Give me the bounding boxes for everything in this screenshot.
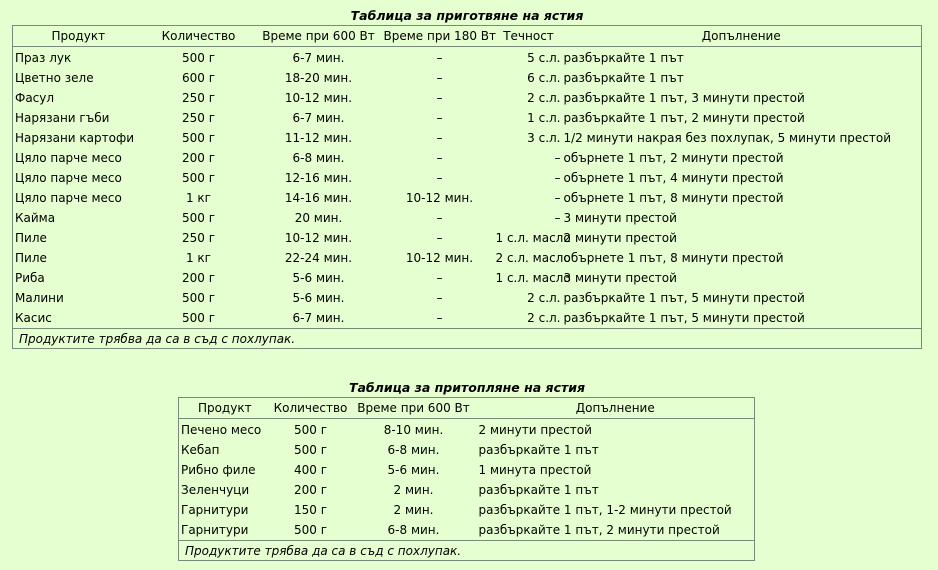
- table-row: [179, 460, 755, 480]
- cell-quantity: 200 г: [181, 271, 216, 285]
- cell-quantity: 400 г: [293, 463, 328, 477]
- cell-liquid: –: [554, 211, 561, 225]
- cell-time-180w: –: [436, 291, 443, 305]
- cell-notes: разбъркайте 1 път: [478, 483, 599, 497]
- cell-time-180w: –: [436, 171, 443, 185]
- cell-product: Зеленчуци: [181, 483, 250, 497]
- cell-quantity: 250 г: [181, 91, 216, 105]
- cell-notes: 3 минути престой: [563, 211, 677, 225]
- cell-product: Цяло парче месо: [15, 151, 122, 165]
- cell-notes: 2 минути престой: [563, 231, 677, 245]
- table-row: [179, 440, 755, 460]
- cell-product: Гарнитури: [181, 503, 249, 517]
- cell-notes: 2 минути престой: [478, 423, 592, 437]
- cell-time-600w: 14-16 мин.: [284, 191, 353, 205]
- column-header-notes: Допълнение: [562, 26, 922, 47]
- cell-product: Цяло парче месо: [15, 191, 122, 205]
- cell-time-180w: –: [436, 231, 443, 245]
- cell-time-180w: –: [436, 131, 443, 145]
- cell-time-600w: 5-6 мин.: [292, 271, 345, 285]
- cell-liquid: 3 с.л.: [527, 131, 561, 145]
- cooking-table-note: Продуктите трябва да са в съд с похлупак.: [13, 329, 922, 349]
- cell-quantity: 500 г: [181, 211, 216, 225]
- cell-time-180w: 10-12 мин.: [405, 251, 474, 265]
- cell-notes: разбъркайте 1 път, 2 минути престой: [563, 111, 805, 125]
- column-header-notes: Допълнение: [477, 398, 755, 419]
- thawing-table-note: Продуктите трябва да са в съд с похлупак.: [179, 541, 755, 561]
- cell-quantity: 500 г: [293, 423, 328, 437]
- cell-time-600w: 22-24 мин.: [284, 251, 353, 265]
- thawing-table-header-row: [179, 398, 755, 419]
- cell-quantity: 500 г: [181, 311, 216, 325]
- cell-quantity: 600 г: [181, 71, 216, 85]
- cell-notes: 3 минути престой: [563, 271, 677, 285]
- cell-product: Кайма: [15, 211, 56, 225]
- cell-time-600w: 6-8 мин.: [387, 523, 440, 537]
- thawing-table-title: Таблица за притопляне на ястия: [348, 380, 586, 395]
- cell-notes: разбъркайте 1 път, 2 минути престой: [478, 523, 720, 537]
- table-row: [13, 128, 922, 148]
- cooking-table: [12, 25, 922, 349]
- cell-product: Кебап: [181, 443, 220, 457]
- cell-liquid: 5 с.л.: [527, 51, 561, 65]
- cell-notes: разбъркайте 1 път: [478, 443, 599, 457]
- cell-notes: разбъркайте 1 път, 3 минути престой: [563, 91, 805, 105]
- cell-product: Пиле: [15, 251, 47, 265]
- cell-time-600w: 6-8 мин.: [292, 151, 345, 165]
- cell-liquid: 2 с.л.: [527, 291, 561, 305]
- cell-quantity: 200 г: [181, 151, 216, 165]
- cell-quantity: 150 г: [293, 503, 328, 517]
- cell-time-600w: 18-20 мин.: [284, 71, 353, 85]
- cell-notes: разбъркайте 1 път, 5 минути престой: [563, 311, 805, 325]
- cell-quantity: 1 кг: [185, 251, 211, 265]
- cell-product: Печено месо: [181, 423, 262, 437]
- thawing-table: [178, 397, 755, 561]
- cell-time-180w: –: [436, 271, 443, 285]
- column-header-liquid: Течност: [496, 26, 562, 47]
- table-row: [13, 168, 922, 188]
- cell-time-600w: 6-7 мин.: [292, 51, 345, 65]
- table-row: [13, 228, 922, 248]
- cell-quantity: 500 г: [293, 523, 328, 537]
- cell-product: Риба: [15, 271, 45, 285]
- cell-product: Цяло парче месо: [15, 171, 122, 185]
- cell-product: Нарязани картофи: [15, 131, 135, 145]
- cooking-table-title: Таблица за приготвяне на ястия: [350, 8, 584, 23]
- cell-time-600w: 2 мин.: [393, 503, 434, 517]
- table-row: [13, 288, 922, 308]
- cell-time-600w: 5-6 мин.: [292, 291, 345, 305]
- cell-time-180w: –: [436, 71, 443, 85]
- table-row: [13, 268, 922, 288]
- cell-liquid: 2 с.л.: [527, 91, 561, 105]
- cell-notes: разбъркайте 1 път, 5 минути престой: [563, 291, 805, 305]
- cell-quantity: 1 кг: [185, 191, 211, 205]
- table-row: [13, 47, 922, 69]
- table-row: [13, 88, 922, 108]
- cell-liquid: –: [554, 191, 561, 205]
- cell-time-600w: 6-7 мин.: [292, 111, 345, 125]
- cell-liquid: 2 с.л. масло: [495, 251, 571, 265]
- cell-time-180w: 10-12 мин.: [405, 191, 474, 205]
- cooking-table-header-row: [13, 26, 922, 47]
- cell-liquid: 1 с.л.: [527, 111, 561, 125]
- table-row: [179, 520, 755, 541]
- cell-time-600w: 11-12 мин.: [284, 131, 353, 145]
- cell-product: Фасул: [15, 91, 55, 105]
- table-row: [13, 308, 922, 329]
- table-row: [13, 68, 922, 88]
- cell-notes: разбъркайте 1 път, 1-2 минути престой: [478, 503, 732, 517]
- cell-time-600w: 10-12 мин.: [284, 231, 353, 245]
- table-row: [13, 188, 922, 208]
- cell-liquid: 2 с.л.: [527, 311, 561, 325]
- cell-notes: обърнете 1 път, 2 минути престой: [563, 151, 784, 165]
- column-header-product: Продукт: [13, 26, 144, 47]
- cell-product: Касис: [15, 311, 52, 325]
- table-row: [179, 500, 755, 520]
- cell-time-600w: 6-8 мин.: [387, 443, 440, 457]
- cell-product: Пиле: [15, 231, 47, 245]
- cell-time-600w: 6-7 мин.: [292, 311, 345, 325]
- table-row: [13, 108, 922, 128]
- cell-liquid: 1 с.л. масло: [495, 271, 571, 285]
- column-header-quantity: Количество: [144, 26, 254, 47]
- cell-quantity: 200 г: [293, 483, 328, 497]
- cell-notes: обърнете 1 път, 4 минути престой: [563, 171, 784, 185]
- cell-product: Малини: [15, 291, 64, 305]
- cell-liquid: –: [554, 171, 561, 185]
- cell-quantity: 250 г: [181, 231, 216, 245]
- cell-product: Праз лук: [15, 51, 72, 65]
- cell-time-600w: 8-10 мин.: [383, 423, 444, 437]
- cell-product: Гарнитури: [181, 523, 249, 537]
- cell-liquid: 6 с.л.: [527, 71, 561, 85]
- cell-notes: обърнете 1 път, 8 минути престой: [563, 191, 784, 205]
- table-row: [13, 208, 922, 228]
- cooking-table-note-row: [13, 329, 922, 349]
- cell-product: Нарязани гъби: [15, 111, 110, 125]
- cell-notes: разбъркайте 1 път: [563, 71, 684, 85]
- cell-time-180w: –: [436, 51, 443, 65]
- table-row: [13, 148, 922, 168]
- column-header-product: Продукт: [179, 398, 271, 419]
- cell-notes: 1/2 минути накрая без похлупак, 5 минути престой: [563, 131, 892, 145]
- cell-time-600w: 5-6 мин.: [387, 463, 440, 477]
- table-row: [13, 248, 922, 268]
- column-header-time-600w: Време при 600 Вт: [254, 26, 384, 47]
- cell-liquid: 1 с.л. масло: [495, 231, 571, 245]
- cell-quantity: 500 г: [181, 171, 216, 185]
- column-header-time-600w: Време при 600 Вт: [351, 398, 477, 419]
- cell-quantity: 500 г: [181, 291, 216, 305]
- cell-quantity: 500 г: [293, 443, 328, 457]
- table-row: [179, 480, 755, 500]
- cell-product: Цветно зеле: [15, 71, 94, 85]
- cell-quantity: 500 г: [181, 131, 216, 145]
- thawing-table-note-row: [179, 541, 755, 561]
- cell-time-180w: –: [436, 211, 443, 225]
- cell-notes: разбъркайте 1 път: [563, 51, 684, 65]
- cell-time-180w: –: [436, 91, 443, 105]
- table-row: [179, 419, 755, 441]
- cell-time-600w: 12-16 мин.: [284, 171, 353, 185]
- cell-notes: 1 минута престой: [478, 463, 592, 477]
- cell-quantity: 250 г: [181, 111, 216, 125]
- cell-time-600w: 2 мин.: [393, 483, 434, 497]
- cell-quantity: 500 г: [181, 51, 216, 65]
- column-header-quantity: Количество: [271, 398, 351, 419]
- cell-time-180w: –: [436, 311, 443, 325]
- cell-product: Рибно филе: [181, 463, 256, 477]
- column-header-time-180w: Време при 180 Вт: [384, 26, 496, 47]
- cell-notes: обърнете 1 път, 8 минути престой: [563, 251, 784, 265]
- cell-time-180w: –: [436, 111, 443, 125]
- cell-time-600w: 10-12 мин.: [284, 91, 353, 105]
- cell-time-180w: –: [436, 151, 443, 165]
- cell-liquid: –: [554, 151, 561, 165]
- cell-time-600w: 20 мин.: [294, 211, 343, 225]
